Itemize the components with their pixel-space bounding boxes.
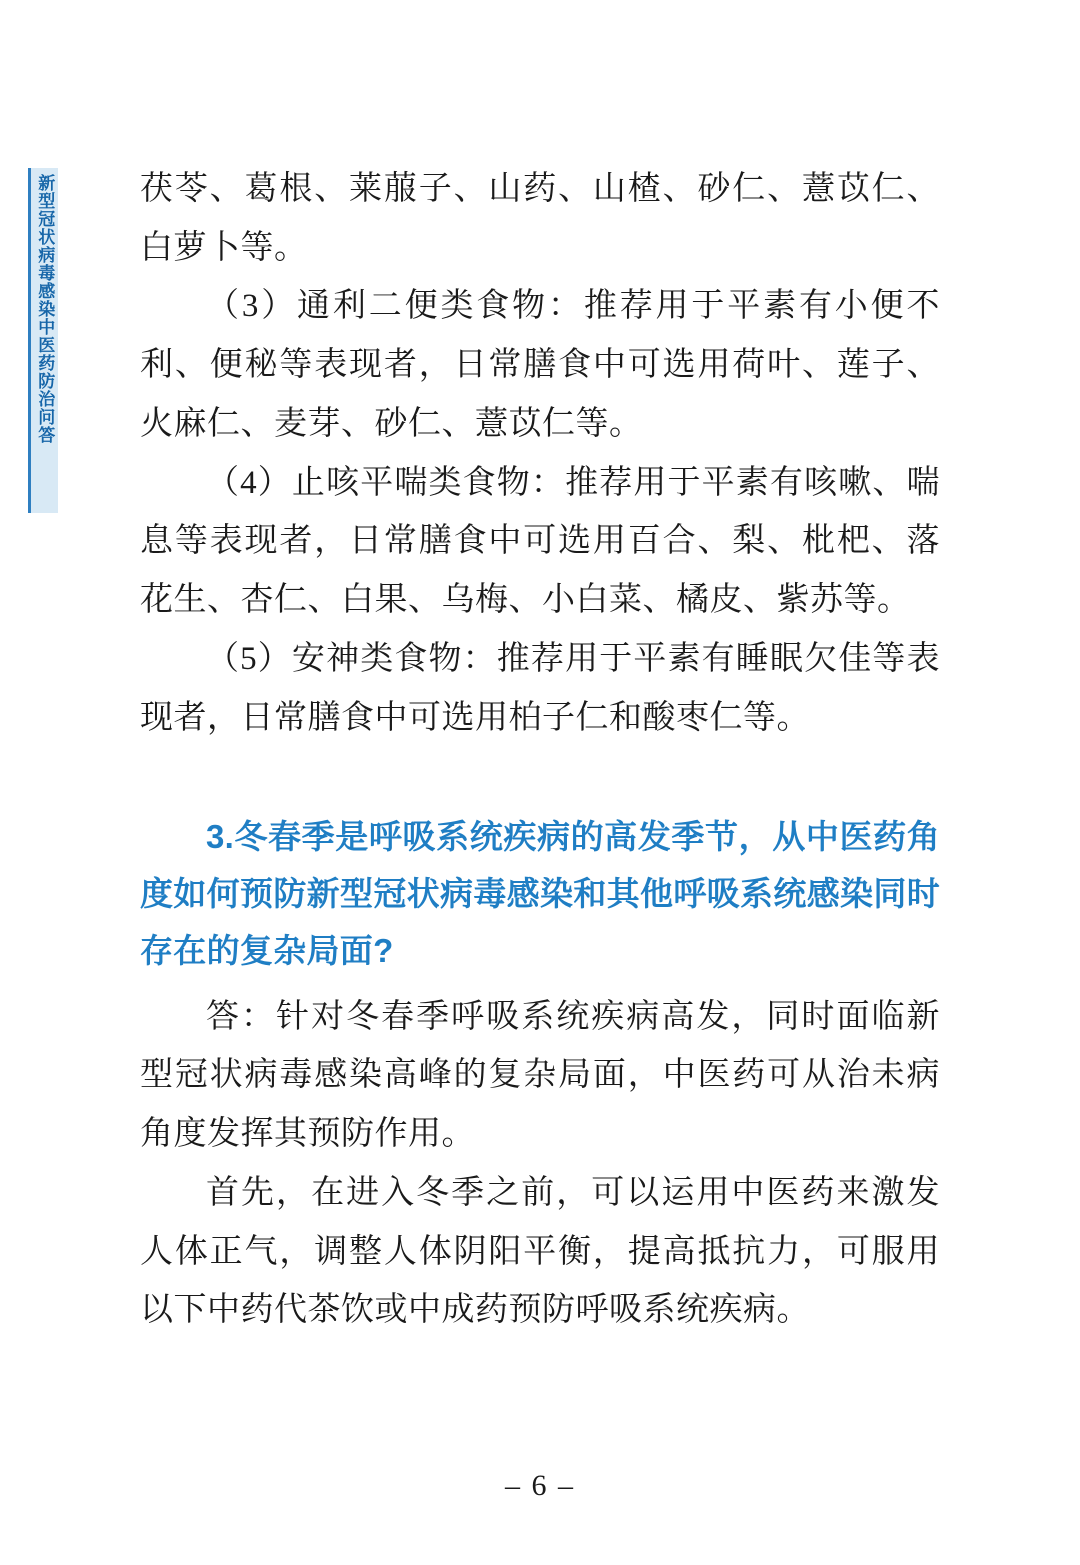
paragraph-answer-1: 答：针对冬春季呼吸系统疾病高发，同时面临新型冠状病毒感染高峰的复杂局面，中医药可从治未病角度发挥其预防作用。 bbox=[140, 998, 940, 1153]
question-spacer bbox=[140, 980, 940, 988]
paragraph-item-5: （5）安神类食物：推荐用于平素有睡眠欠佳等表现者，日常膳食中可选用柏子仁和酸枣仁等。 bbox=[140, 640, 940, 736]
page-content bbox=[140, 160, 940, 1340]
section-spacer bbox=[140, 747, 940, 809]
running-head-tab bbox=[28, 168, 58, 513]
paragraph-item-4: （4）止咳平喘类食物：推荐用于平素有咳嗽、喘息等表现者，日常膳食中可选用百合、梨、枇杷、落花生、杏仁、白果、乌梅、小白菜、橘皮、紫苏等。 bbox=[140, 464, 940, 619]
running-head-label: 新型冠状病毒感染中医药防治问答 bbox=[35, 174, 55, 444]
paragraph-continuation: 茯苓、葛根、莱菔子、山药、山楂、砂仁、薏苡仁、白萝卜等。 bbox=[140, 171, 940, 266]
page-number: – 6 – bbox=[505, 1469, 575, 1502]
question-heading: 3.冬春季是呼吸系统疾病的高发季节，从中医药角度如何预防新型冠状病毒感染和其他呼吸系统感染同时存在的复杂局面? bbox=[140, 818, 940, 969]
paragraph-answer-2: 首先，在进入冬季之前，可以运用中医药来激发人体正气，调整人体阴阳平衡，提高抵抗力，可服用以下中药代茶饮或中成药预防呼吸系统疾病。 bbox=[140, 1174, 940, 1329]
paragraph-item-3: （3）通利二便类食物：推荐用于平素有小便不利、便秘等表现者，日常膳食中可选用荷叶、莲子、火麻仁、麦芽、砂仁、薏苡仁等。 bbox=[140, 288, 940, 442]
